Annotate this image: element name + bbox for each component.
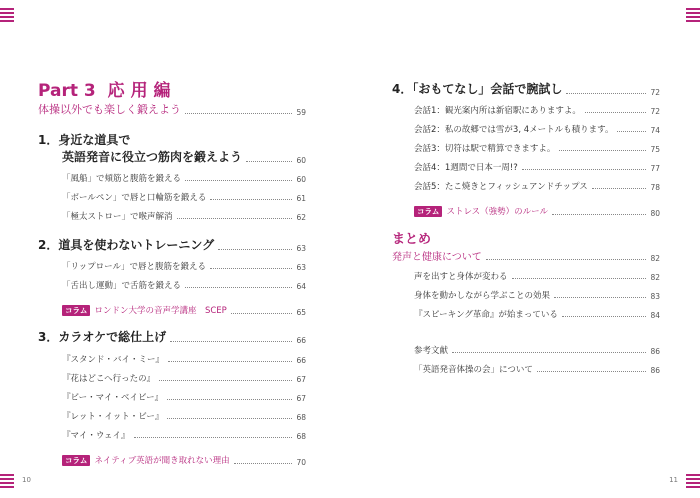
column-entry[interactable]: コラム ネイティブ英語が聞き取れない理由 70 [62, 448, 306, 467]
toc-entry[interactable]: 「舌出し運動」で舌筋を鍛える 64 [62, 281, 306, 291]
toc-entry[interactable]: 『スピーキング革命』が始まっている 84 [414, 310, 660, 320]
corner-stripes-bottom-right [686, 474, 700, 490]
toc-entry[interactable]: 「極太ストロー」で喉声解消 62 [62, 212, 306, 222]
section-1-title-row[interactable] [62, 148, 306, 165]
part-title: 応 用 編 [107, 81, 171, 101]
matome-subtitle: 発声と健康について [392, 252, 482, 263]
toc-entry[interactable]: 『マイ・ウェイ』 68 [62, 431, 306, 441]
section-4-title-row[interactable]: 4．「おもてなし」会話で腕試し 72 [392, 82, 660, 97]
toc-entry[interactable]: 声を出すと身体が変わる 82 [414, 272, 660, 282]
toc-entry[interactable]: 会話3：切符は駅で精算できますよ。 75 [414, 144, 660, 154]
matome-heading: まとめ [392, 232, 432, 247]
column-title: ネイティブ英語が聞き取れない理由 [94, 456, 230, 466]
toc-entry[interactable]: 『ビー・マイ・ベイビー』 67 [62, 393, 306, 403]
toc-entry[interactable]: 身体を動かしながら学ぶことの効果 83 [414, 291, 660, 301]
section-1-title-line2: 英語発音に役立つ筋肉を鍛えよう [62, 150, 243, 164]
section-2-title: 2．道具を使わないトレーニング [38, 238, 215, 252]
column-tag: コラム [414, 206, 442, 217]
column-entry[interactable]: コラム ロンドン大学の音声学講座 SCEP 65 [62, 298, 306, 317]
corner-stripes-top-right [686, 8, 700, 24]
page-number: 60 [296, 156, 306, 165]
part-subtitle: 体操以外でも楽しく鍛えよう [38, 103, 181, 116]
toc-entry[interactable]: 会話2：私の故郷では雪が3, 4メートルも積ります。 74 [414, 125, 660, 135]
toc-entry[interactable]: 「ボールペン」で唇と口輪筋を鍛える 61 [62, 193, 306, 203]
section-3-title-row[interactable]: 3．カラオケで総仕上げ 66 [38, 330, 306, 345]
part-heading [38, 76, 171, 101]
toc-entry[interactable]: 『花はどこへ行ったの』 67 [62, 374, 306, 384]
toc-entry[interactable]: 会話1：観光案内所は新宿駅にありますよ。 72 [414, 106, 660, 116]
section-3-title: 3．カラオケで総仕上げ [38, 330, 167, 344]
toc-entry[interactable]: 『スタンド・バイ・ミー』 66 [62, 355, 306, 365]
section-1-title-line1: 1．身近な道具で [38, 133, 131, 147]
toc-entry[interactable]: 会話4：1週間で日本一周!? 77 [414, 163, 660, 173]
section-4-title: 4．「おもてなし」会話で腕試し [392, 82, 563, 96]
section-2-title-row[interactable]: 2．道具を使わないトレーニング 63 [38, 238, 306, 253]
corner-stripes-top-left [0, 8, 14, 24]
toc-entry[interactable]: 「風船」で頬筋と腹筋を鍛える 60 [62, 174, 306, 184]
column-entry[interactable]: コラム ストレス（強勢）のルール 80 [414, 199, 660, 218]
part-label: Part 3 [38, 81, 96, 101]
page-number: 59 [296, 108, 306, 117]
column-title: ストレス（強勢）のルール [446, 207, 549, 217]
toc-entry[interactable]: 参考文献 86 [414, 346, 660, 356]
toc-entry[interactable]: 「英語発音体操の会」について 86 [414, 365, 660, 375]
page-number-left: 10 [22, 476, 31, 484]
matome-subtitle-row[interactable]: 発声と健康について 82 [392, 248, 660, 263]
page-number-right: 11 [669, 476, 678, 484]
toc-entry[interactable]: 会話5：たこ焼きとフィッシュアンドチップス 78 [414, 182, 660, 192]
column-title: ロンドン大学の音声学講座 SCEP [94, 306, 227, 316]
toc-entry[interactable]: 『レット・イット・ビー』 68 [62, 412, 306, 422]
column-tag: コラム [62, 305, 90, 316]
toc-entry[interactable]: 「リップロール」で唇と腹筋を鍛える 63 [62, 262, 306, 272]
column-tag: コラム [62, 455, 90, 466]
part-subtitle-row[interactable] [38, 101, 306, 117]
corner-stripes-bottom-left [0, 474, 14, 490]
